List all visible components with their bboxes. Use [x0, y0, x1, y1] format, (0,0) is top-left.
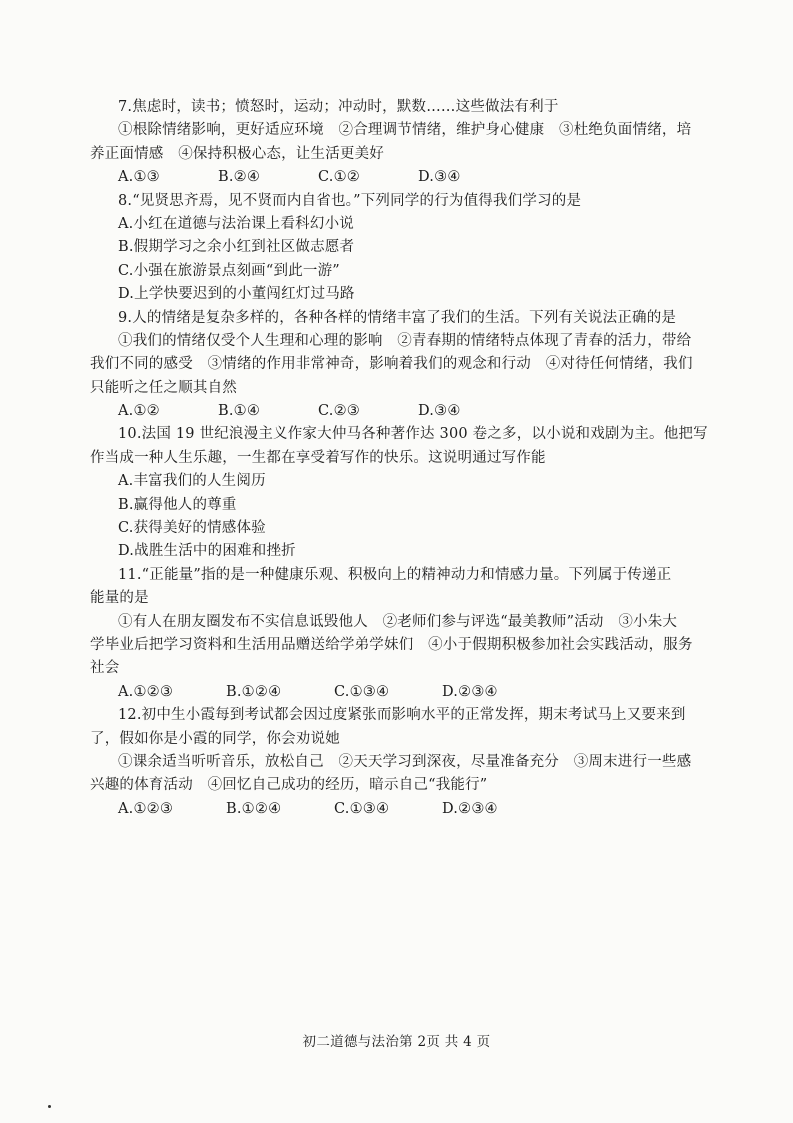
question-item-line: ①我们的情绪仅受个人生理和心理的影响 ②青春期的情绪特点体现了青春的活力，带给 [118, 332, 692, 349]
option-a[interactable]: A.①② [118, 403, 160, 420]
question-item-line: ①根除情绪影响，更好适应环境 ②合理调节情绪，维护身心健康 ③杜绝负面情绪，培 [118, 122, 692, 139]
question-stem-cont: 了，假如你是小霞的同学，你会劝说她 [90, 730, 340, 747]
question-12 [90, 704, 710, 821]
question-9 [90, 307, 710, 424]
answer-options [90, 798, 710, 821]
option-c[interactable]: C.小强在旅游景点刻画“到此一游” [118, 262, 340, 279]
question-item-line: 社会 [90, 660, 120, 677]
option-a[interactable]: A.①②③ [118, 683, 174, 700]
option-b[interactable]: B.①④ [218, 403, 261, 420]
question-stem: 9.人的情绪是复杂多样的，各种各样的情绪丰富了我们的生活。下列有关说法正确的是 [118, 309, 677, 326]
question-stem: 12.初中生小霞每到考试都会因过度紧张而影响水平的正常发挥，期末考试马上又要来到 [118, 707, 686, 724]
option-c[interactable]: C.①② [318, 169, 360, 186]
option-b[interactable]: B.①②④ [226, 800, 282, 817]
question-stem: 10.法国 19 世纪浪漫主义作家大仲马各种著作达 300 卷之多，以小说和戏剧为主。他把写 [118, 426, 708, 443]
option-a[interactable]: A.小红在道德与法治课上看科幻小说 [118, 215, 354, 232]
question-8 [90, 190, 710, 307]
question-item-line: 兴趣的体育活动 ④回忆自己成功的经历，暗示自己“我能行” [90, 777, 488, 794]
option-b[interactable]: B.②④ [218, 169, 261, 186]
option-d[interactable]: D.③④ [418, 403, 461, 420]
option-a[interactable]: A.丰富我们的人生阅历 [118, 473, 266, 490]
question-7 [90, 96, 710, 190]
question-stem: 7.焦虑时，读书；愤怒时，运动；冲动时，默数……这些做法有利于 [118, 99, 559, 115]
option-d[interactable]: D.②③④ [442, 683, 498, 700]
option-b[interactable]: B.①②④ [226, 683, 282, 700]
question-item-line: 养正面情感 ④保持积极心态，让生活更美好 [90, 145, 384, 162]
question-item-line: ①课余适当听听音乐，放松自己 ②天天学习到深夜，尽量准备充分 ③周末进行一些感 [118, 753, 692, 770]
option-c[interactable]: C.①③④ [334, 800, 390, 817]
exam-page [90, 96, 710, 821]
question-stem-cont: 作当成一种人生乐趣，一生都在享受着写作的快乐。这说明通过写作能 [90, 449, 546, 466]
scan-speck [48, 1105, 51, 1108]
question-stem: 8.“见贤思齐焉，见不贤而内自省也。”下列同学的行为值得我们学习的是 [118, 192, 582, 209]
question-item-line: ①有人在朋友圈发布不实信息诋毁他人 ②老师们参与评选“最美教师”活动 ③小朱大 [118, 613, 678, 630]
question-item-line: 学毕业后把学习资料和生活用品赠送给学弟学妹们 ④小于假期积极参加社会实践活动，服务 [90, 636, 693, 653]
option-a[interactable]: A.①②③ [118, 800, 174, 817]
option-b[interactable]: B.赢得他人的尊重 [118, 496, 237, 513]
option-d[interactable]: D.②③④ [442, 800, 498, 817]
option-c[interactable]: C.①③④ [334, 683, 390, 700]
option-c[interactable]: C.②③ [318, 403, 360, 420]
question-item-line: 只能听之任之顺其自然 [90, 379, 237, 396]
question-10 [90, 423, 710, 563]
option-c[interactable]: C.获得美好的情感体验 [118, 520, 266, 537]
option-a[interactable]: A.①③ [118, 169, 160, 186]
option-d[interactable]: D.战胜生活中的困难和挫折 [118, 543, 296, 560]
option-d[interactable]: D.③④ [418, 169, 461, 186]
answer-options [90, 681, 710, 704]
question-item-line: 我们不同的感受 ③情绪的作用非常神奇，影响着我们的观念和行动 ④对待任何情绪，我们 [90, 356, 693, 373]
question-11 [90, 564, 710, 704]
question-stem: 11.“正能量”指的是一种健康乐观、积极向上的精神动力和情感力量。下列属于传递正 [118, 566, 672, 583]
answer-options [90, 400, 710, 423]
page-footer: 初二道德与法治第 2页 共 4 页 [302, 1034, 491, 1050]
option-b[interactable]: B.假期学习之余小红到社区做志愿者 [118, 239, 355, 256]
answer-options [90, 166, 710, 189]
question-stem-cont: 能量的是 [90, 590, 149, 607]
option-d[interactable]: D.上学快要迟到的小董闯红灯过马路 [118, 286, 355, 303]
